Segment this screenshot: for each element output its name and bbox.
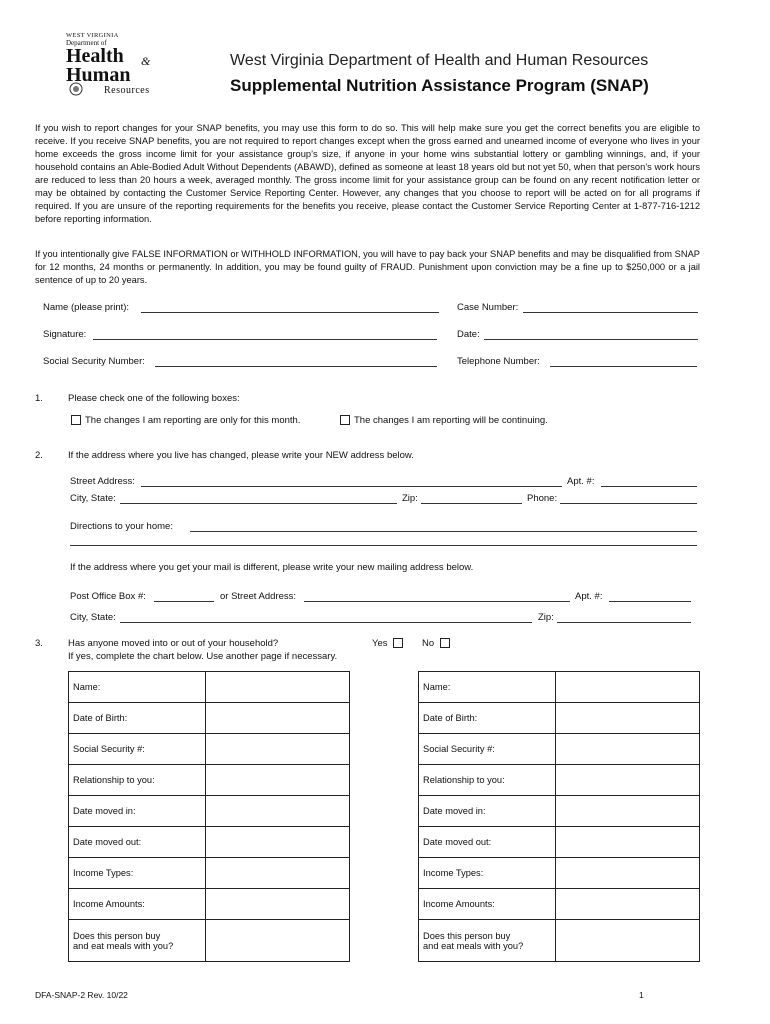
agency-name: West Virginia Department of Health and Human Resources: [230, 52, 649, 69]
q2-number: 2.: [35, 450, 43, 461]
po-box-label: Post Office Box #:: [70, 591, 146, 602]
table-row: [419, 672, 700, 703]
table-row: [69, 796, 350, 827]
q3-yes-option[interactable]: [372, 638, 407, 649]
case-number-label: Case Number:: [457, 302, 519, 313]
table-cell-input[interactable]: [556, 920, 700, 962]
mail-street-label: or Street Address:: [220, 591, 297, 602]
row-label: Relationship to you:: [419, 765, 556, 796]
logo-ampersand: &: [141, 54, 151, 68]
name-label: Name (please print):: [43, 302, 130, 313]
row-label: Social Security #:: [69, 734, 206, 765]
page-number: 1: [639, 990, 644, 1000]
q3-no-option[interactable]: [422, 638, 454, 649]
signature-label: Signature:: [43, 329, 87, 340]
row-label: Date moved in:: [69, 796, 206, 827]
row-label: Date moved in:: [419, 796, 556, 827]
table-cell-input[interactable]: [206, 858, 350, 889]
signature-input[interactable]: [93, 339, 437, 340]
table-row: [69, 920, 350, 962]
meals-question-line1: Does this person buy: [73, 930, 161, 941]
table-cell-input[interactable]: [556, 796, 700, 827]
logo-human: Human: [66, 64, 131, 86]
street-address-label: Street Address:: [70, 476, 135, 487]
table-cell-input[interactable]: [206, 672, 350, 703]
fraud-warning-paragraph: If you intentionally give FALSE INFORMATION or WITHHOLD INFORMATION, you will have to pay back your SNAP benefits and may be disqualified from SNAP for 12 months, 24 months or permanently. In addition, you may be found guilty of FRAUD. Punishment upon conviction may be a fine up to $250,000 or a jail sentence of up to 20 years.: [35, 249, 700, 285]
phone-input[interactable]: [560, 503, 697, 504]
row-label: Relationship to you:: [69, 765, 206, 796]
mail-zip-input[interactable]: [557, 622, 691, 623]
table-row: [419, 765, 700, 796]
row-label: Income Types:: [419, 858, 556, 889]
table-row: [69, 858, 350, 889]
name-input[interactable]: [141, 312, 439, 313]
table-row: [69, 765, 350, 796]
dhhr-logo: [66, 32, 178, 98]
table-cell-input[interactable]: [206, 734, 350, 765]
phone-label: Phone:: [527, 493, 558, 504]
table-cell-input[interactable]: [556, 765, 700, 796]
household-table-left: [68, 671, 350, 962]
row-label: Income Amounts:: [69, 889, 206, 920]
apt-input[interactable]: [601, 486, 697, 487]
q1-option2-label: The changes I am reporting will be continuing.: [354, 415, 548, 426]
q3-yes-label: Yes: [372, 638, 388, 649]
telephone-input[interactable]: [550, 366, 697, 367]
q3-subtext: If yes, complete the chart below. Use another page if necessary.: [68, 651, 338, 662]
table-row: [69, 672, 350, 703]
intro-paragraph: If you wish to report changes for your SNAP benefits, you may use this form to do so. This will help make sure you get the correct benefits you are eligible to receive. If you receive SNAP benefits, you are not required to report changes except when the gross earned and unearned income of everyone who lives in your home exceeds the gross income limit for your assistance group’s size, if anyone in your home wins substantial lottery or gambling winnings, and, if your household contains an Able-Bodied Adult Without Dependents (ABAWD), defined as someone at least 18 years old but not yet 50, when that person’s work hours are reduced to less than 20 hours a week, averaged monthly. The gross income limit for your assistance group can be found on any recent notification letter or may be obtained by contacting the Customer Service Reporting Center. However, any changes that you choose to report will be acted on for all programs if required. If you are unsure of the reporting requirements for the benefits you receive, please contact the Customer Service Reporting Center at 1-877-716-1212 before reporting information.: [35, 123, 700, 224]
q3-number: 3.: [35, 638, 43, 649]
mailing-address-instructions: If the address where you get your mail is different, please write your new mailing address below.: [70, 562, 474, 573]
table-cell-input[interactable]: [556, 734, 700, 765]
row-label: Social Security #:: [419, 734, 556, 765]
table-cell-input[interactable]: [556, 858, 700, 889]
row-label: Name:: [69, 672, 206, 703]
logo-resources: Resources: [104, 85, 150, 96]
q1-option-this-month[interactable]: [71, 415, 300, 426]
telephone-label: Telephone Number:: [457, 356, 540, 367]
q2-text: If the address where you live has changed, please write your NEW address below.: [68, 450, 414, 461]
street-address-input[interactable]: [141, 486, 562, 487]
table-cell-input[interactable]: [556, 827, 700, 858]
table-row: [69, 889, 350, 920]
mail-city-state-input[interactable]: [120, 622, 532, 623]
checkbox-yes[interactable]: [393, 638, 403, 648]
q3-text: Has anyone moved into or out of your household?: [68, 638, 279, 649]
zip-label: Zip:: [402, 493, 418, 504]
case-number-input[interactable]: [523, 312, 698, 313]
city-state-input[interactable]: [120, 503, 397, 504]
zip-input[interactable]: [421, 503, 522, 504]
mail-street-input[interactable]: [304, 601, 570, 602]
row-label: Date moved out:: [419, 827, 556, 858]
table-row: [419, 734, 700, 765]
meals-question-line2: and eat meals with you?: [73, 940, 174, 951]
checkbox-continuing[interactable]: [340, 415, 350, 425]
city-state-label: City, State:: [70, 493, 116, 504]
row-label: Name:: [419, 672, 556, 703]
directions-input-line-2[interactable]: [70, 545, 697, 546]
table-row: [419, 858, 700, 889]
checkbox-no[interactable]: [440, 638, 450, 648]
form-title: Supplemental Nutrition Assistance Program (SNAP): [230, 76, 649, 95]
state-seal-icon: [66, 82, 90, 96]
directions-input[interactable]: [190, 531, 697, 532]
table-row: [69, 734, 350, 765]
directions-label: Directions to your home:: [70, 521, 173, 532]
q1-number: 1.: [35, 393, 43, 404]
table-row: [69, 827, 350, 858]
table-cell-input[interactable]: [206, 889, 350, 920]
table-row: [419, 703, 700, 734]
logo-dept-of: Department of: [66, 39, 107, 47]
form-id: DFA-SNAP-2 Rev. 10/22: [35, 990, 128, 1000]
row-label: Date of Birth:: [69, 703, 206, 734]
table-cell-input[interactable]: [556, 672, 700, 703]
row-label: Income Amounts:: [419, 889, 556, 920]
mail-zip-label: Zip:: [538, 612, 554, 623]
q3-no-label: No: [422, 638, 435, 649]
row-label: Date moved out:: [69, 827, 206, 858]
logo-health: Health: [66, 45, 124, 67]
table-cell-input[interactable]: [206, 920, 350, 962]
table-row: [419, 796, 700, 827]
date-input[interactable]: [484, 339, 698, 340]
table-row: [419, 827, 700, 858]
date-label: Date:: [457, 329, 480, 340]
q1-option1-label: The changes I am reporting are only for this month.: [85, 415, 301, 426]
row-label: Date of Birth:: [419, 703, 556, 734]
logo-state: WEST VIRGINIA: [66, 32, 119, 39]
table-cell-input[interactable]: [206, 703, 350, 734]
q1-option-continuing[interactable]: [340, 415, 548, 426]
table-cell-input[interactable]: [206, 765, 350, 796]
table-cell-input[interactable]: [556, 703, 700, 734]
apt-label: Apt. #:: [567, 476, 595, 487]
row-label: [69, 920, 206, 962]
ssn-input[interactable]: [155, 366, 437, 367]
checkbox-this-month[interactable]: [71, 415, 81, 425]
table-row: [69, 703, 350, 734]
mail-apt-label: Apt. #:: [575, 591, 603, 602]
row-label: Income Types:: [69, 858, 206, 889]
mail-city-state-label: City, State:: [70, 612, 116, 623]
mail-apt-input[interactable]: [609, 601, 691, 602]
meals-question-line1: Does this person buy: [423, 930, 511, 941]
q1-text: Please check one of the following boxes:: [68, 393, 240, 404]
table-cell-input[interactable]: [556, 889, 700, 920]
table-row: [419, 920, 700, 962]
table-cell-input[interactable]: [206, 796, 350, 827]
meals-question-line2: and eat meals with you?: [423, 940, 524, 951]
po-box-input[interactable]: [154, 601, 214, 602]
ssn-label: Social Security Number:: [43, 356, 145, 367]
table-cell-input[interactable]: [206, 827, 350, 858]
table-row: [419, 889, 700, 920]
row-label: [419, 920, 556, 962]
household-table-right: [418, 671, 700, 962]
